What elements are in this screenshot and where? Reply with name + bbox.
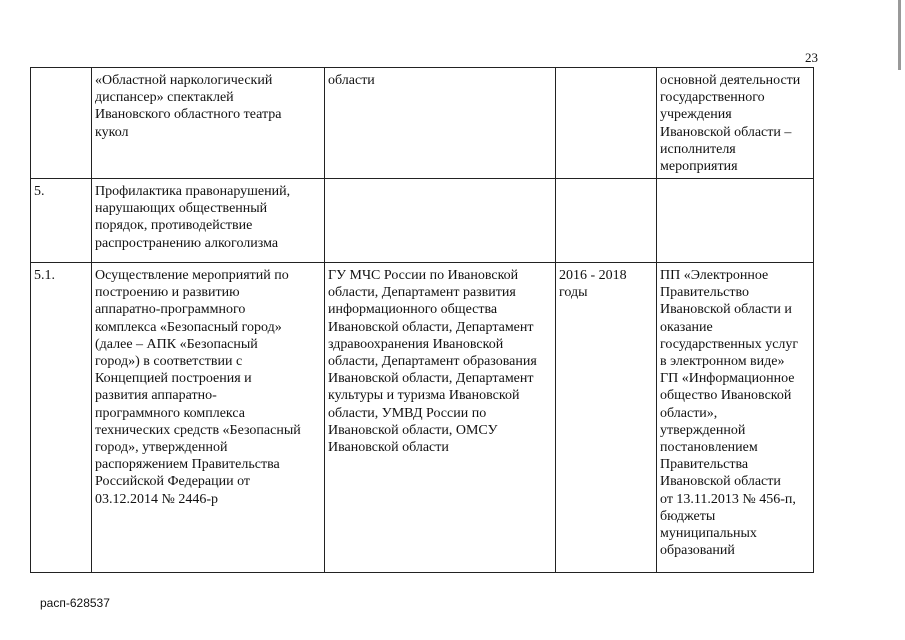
cell-executors [325, 179, 556, 263]
page-number: 23 [805, 50, 818, 65]
cell-period: 2016 - 2018 годы [556, 263, 657, 573]
table-row [31, 263, 814, 573]
cell-executors: ГУ МЧС России по Ивановской области, Департамент развития информационного общества Ивановской области, Департамент здравоохранения Ивановской области, Департамент образования Ивановской области, Департамент культуры и туризма Ивановской области, УМВД России по Ивановской области, ОМСУ Ивановской области [325, 263, 556, 573]
measures-table [30, 67, 814, 573]
cell-activity: Профилактика правонарушений, нарушающих общественный порядок, противодействие распространению алкоголизма [92, 179, 325, 263]
cell-funding [657, 179, 814, 263]
scan-edge [898, 0, 901, 70]
cell-funding: основной деятельности государственного учреждения Ивановской области – исполнителя мероприятия [657, 68, 814, 179]
cell-activity: Осуществление мероприятий по построению и развитию аппаратно-программного комплекса «Безопасный город» (далее – АПК «Безопасный город») в соответствии с Концепцией построения и развития аппаратно- программного комплекса технических средств «Безопасный город», утвержденной распоряжением Правительства Российской Федерации от 03.12.2014 № 2446-р [92, 263, 325, 573]
cell-executors: области [325, 68, 556, 179]
cell-funding: ПП «Электронное Правительство Ивановской области и оказание государственных услуг в электронном виде» ГП «Информационное общество Ивановской области», утвержденной постановлением Правительства Ивановской области от 13.11.2013 № 456-п, бюджеты муниципальных образований [657, 263, 814, 573]
cell-activity: «Областной наркологический диспансер» спектаклей Ивановского областного театра кукол [92, 68, 325, 179]
document-code: расп-628537 [40, 596, 110, 610]
cell-num [31, 68, 92, 179]
table-row [31, 179, 814, 263]
cell-period [556, 179, 657, 263]
cell-num: 5. [31, 179, 92, 263]
cell-num: 5.1. [31, 263, 92, 573]
cell-period [556, 68, 657, 179]
table-row [31, 68, 814, 179]
